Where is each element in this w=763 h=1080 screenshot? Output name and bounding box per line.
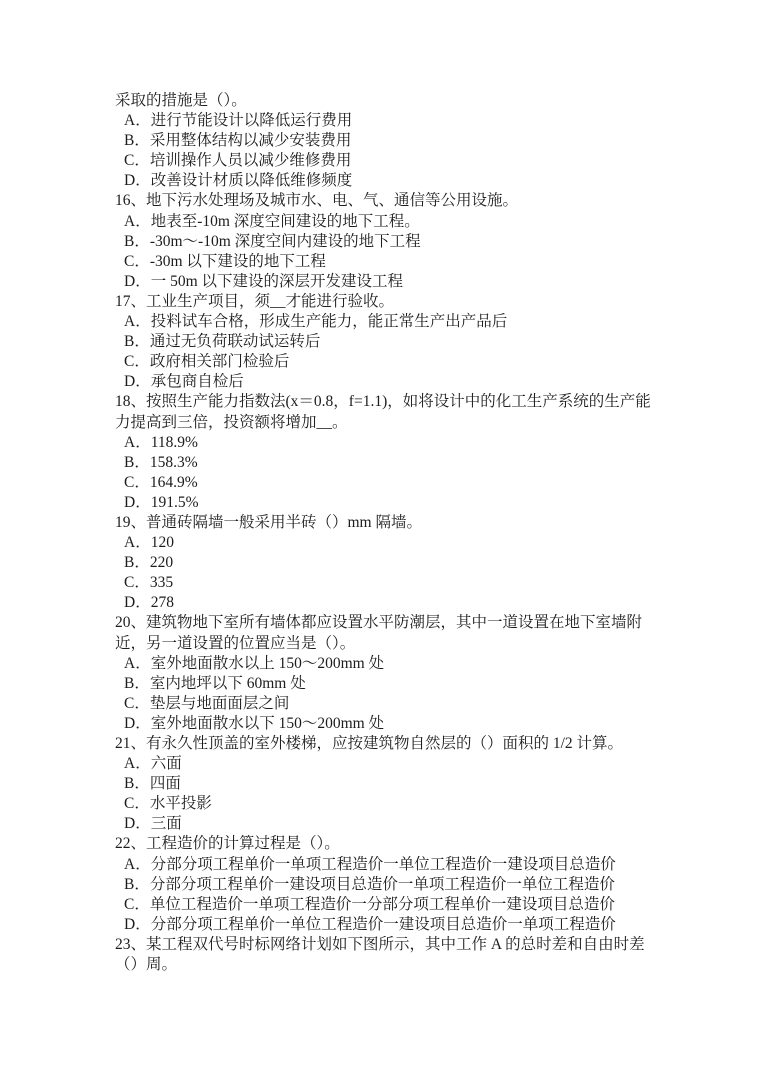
question-option: A．室外地面散水以上 150～200mm 处	[124, 654, 385, 672]
question-option: B．分部分项工程单价一建设项目总造价一单项工程造价一单位工程造价	[124, 875, 615, 893]
question-stem: 23、某工程双代号时标网络计划如下图所示，其中工作 A 的总时差和自由时差（）周。	[115, 935, 645, 974]
question-option: D．278	[124, 594, 174, 612]
question-option: B．-30m～-10m 深度空间内建设的地下工程	[124, 232, 421, 250]
question-stem: 16、地下污水处理场及城市水、电、气、通信等公用设施。	[115, 192, 519, 210]
question-option: C．水平投影	[124, 795, 212, 813]
question-list	[115, 91, 652, 975]
question-option: B．158.3%	[124, 453, 198, 471]
question-option: D．分部分项工程单价一单位工程造价一建设项目总造价一单项工程造价	[124, 915, 616, 933]
question-option: A．六面	[124, 755, 182, 773]
question-block	[115, 91, 652, 191]
question-stem: 17、工业生产项目，须__才能进行验收。	[115, 292, 395, 310]
question-option: A．进行节能设计以降低运行费用	[124, 112, 353, 130]
question-option: D．191.5%	[124, 493, 199, 511]
question-stem: 19、普通砖隔墙一般采用半砖（）mm 隔墙。	[115, 513, 422, 531]
question-option: C．垫层与地面面层之间	[124, 694, 290, 712]
question-option: A．地表至-10m 深度空间建设的地下工程。	[124, 212, 420, 230]
question-option: B．220	[124, 554, 174, 572]
question-option: C．-30m 以下建设的地下工程	[124, 252, 326, 270]
question-option: A．分部分项工程单价一单项工程造价一单位工程造价一建设项目总造价	[124, 855, 616, 873]
question-option: A．120	[124, 534, 174, 552]
question-stem: 采取的措施是（）。	[115, 92, 247, 109]
question-block	[115, 292, 652, 392]
question-stem: 21、有永久性顶盖的室外楼梯，应按建筑物自然层的（）面积的 1/2 计算。	[115, 735, 624, 752]
question-option: C．单位工程造价一单项工程造价一分部分项工程单价一建设项目总造价	[124, 895, 615, 913]
question-stem: 20、建筑物地下室所有墙体都应设置水平防潮层，其中一道设置在地下室墙附近，另一道设置的位置应当是（）。	[115, 614, 643, 652]
question-option: D．承包商自检后	[124, 373, 244, 391]
question-block	[115, 392, 652, 513]
question-option: D．室外地面散水以下 150～200mm 处	[124, 714, 385, 732]
question-option: D．三面	[124, 815, 182, 833]
question-option: B．四面	[124, 775, 181, 793]
question-block	[115, 734, 652, 834]
question-option: A．投料试车合格，形成生产能力，能正常生产出产品后	[124, 313, 508, 331]
question-block	[115, 613, 652, 734]
question-block	[115, 935, 652, 975]
exam-page	[115, 91, 652, 975]
question-option: B．采用整体结构以减少安装费用	[124, 132, 352, 150]
question-option: D．一 50m 以下建设的深层开发建设工程	[124, 272, 404, 290]
question-option: B．室内地坪以下 60mm 处	[124, 674, 306, 692]
question-option: B．通过无负荷联动试运转后	[124, 333, 321, 351]
question-option: A．118.9%	[124, 433, 198, 451]
question-block	[115, 513, 652, 613]
question-option: C．164.9%	[124, 473, 198, 491]
question-stem: 22、工程造价的计算过程是（）。	[115, 835, 340, 853]
question-block	[115, 191, 652, 291]
question-stem: 18、按照生产能力指数法(x＝0.8，f=1.1)，如将设计中的化工生产系统的生产能力提高到三倍，投资额将增加__。	[115, 393, 651, 431]
question-block	[115, 834, 652, 934]
question-option: C．335	[124, 574, 174, 592]
question-option: C．培训操作人员以减少维修费用	[124, 152, 352, 170]
question-option: D．改善设计材质以降低维修频度	[124, 172, 353, 190]
question-option: C．政府相关部门检验后	[124, 353, 290, 371]
